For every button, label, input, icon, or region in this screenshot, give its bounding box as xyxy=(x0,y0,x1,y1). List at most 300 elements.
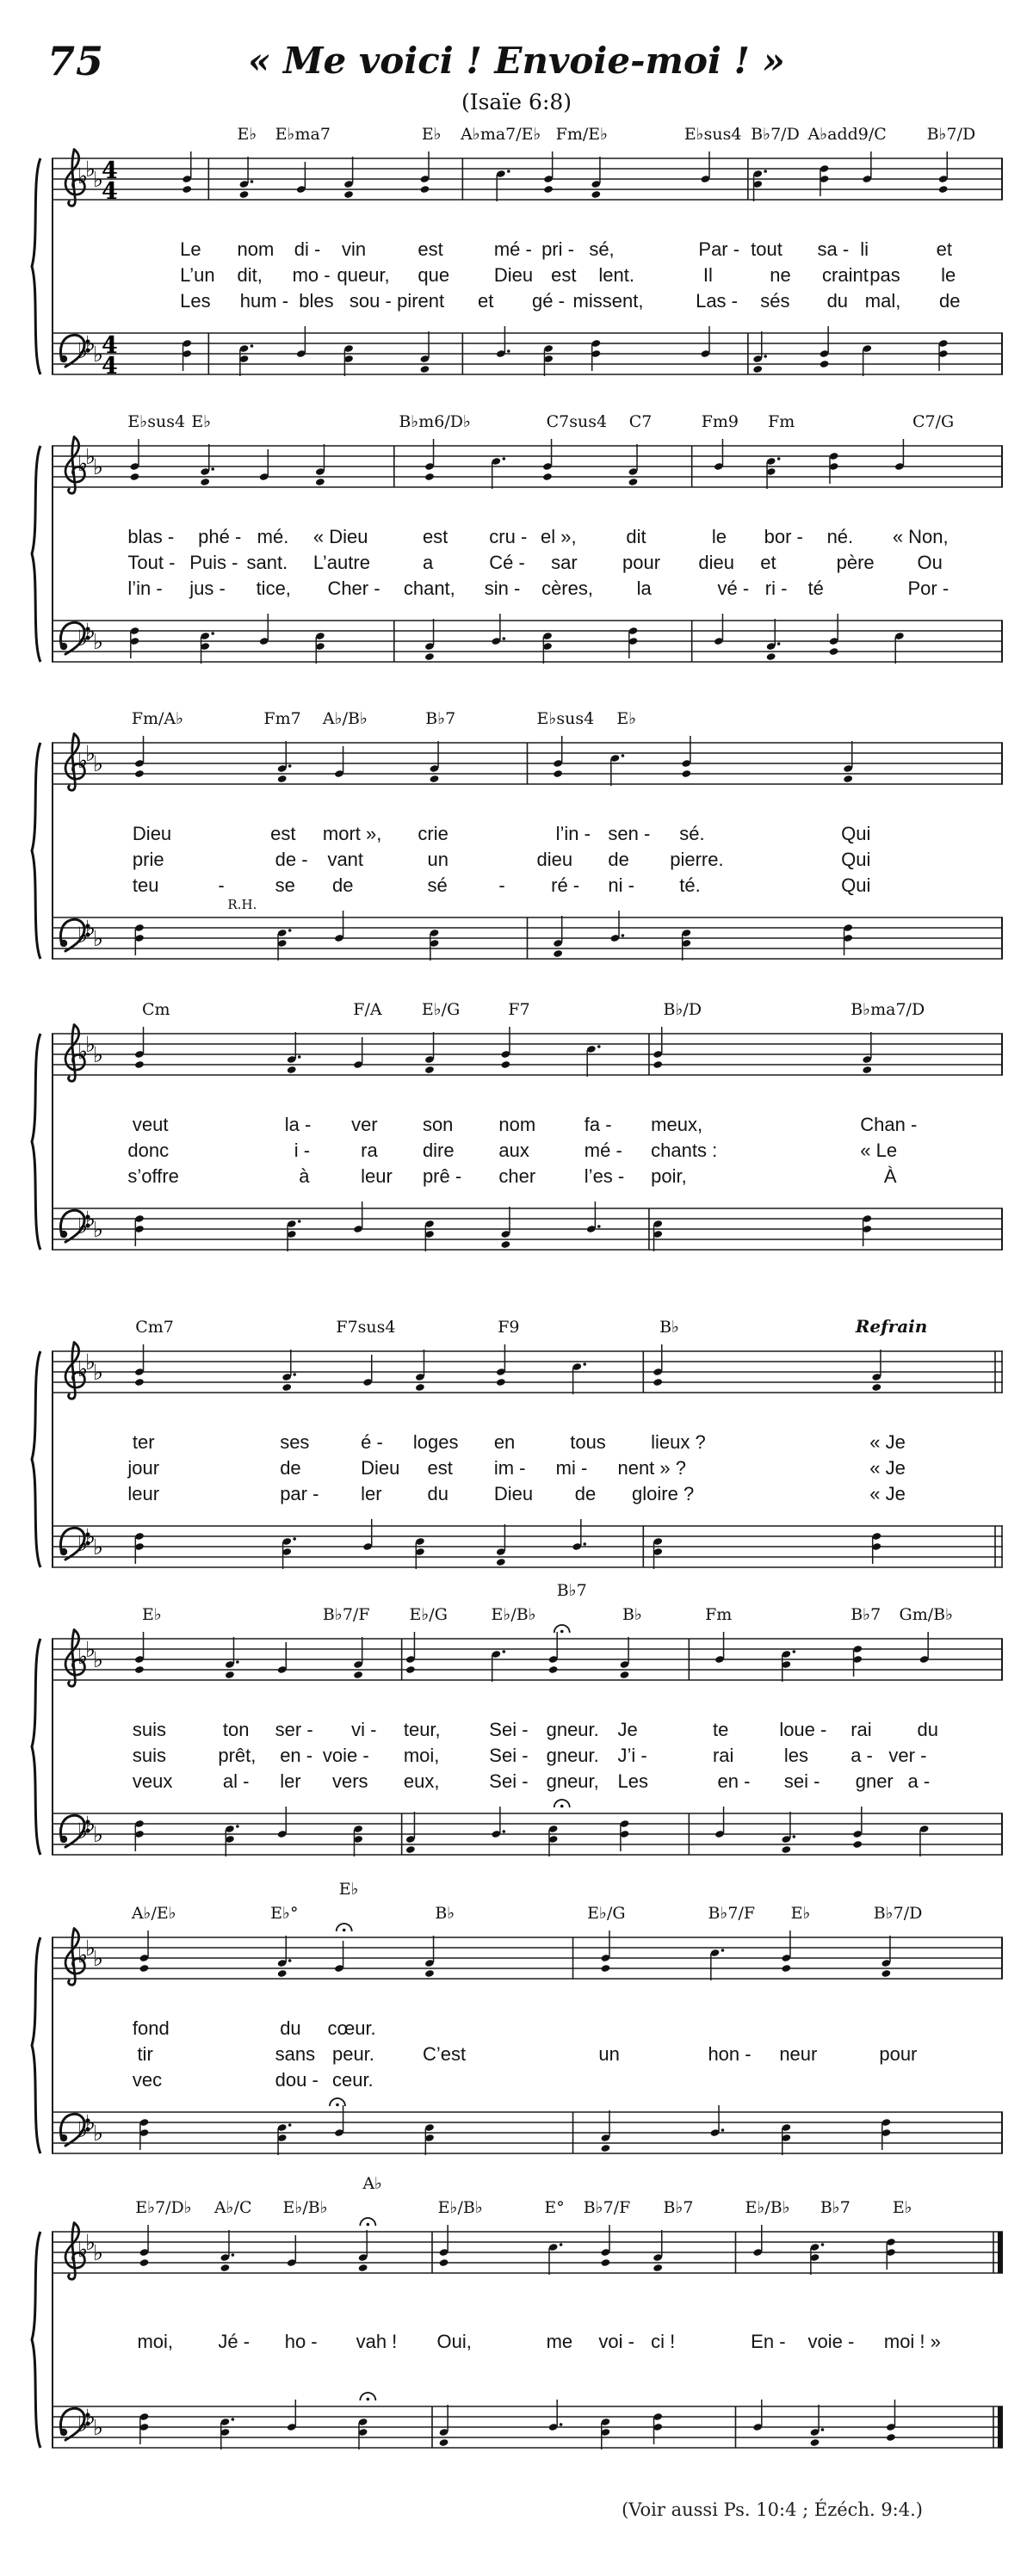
lyric-syllable: fond xyxy=(132,2017,170,2039)
lyric-syllable: sant. xyxy=(246,552,288,573)
lyric-syllable: pour xyxy=(879,2043,918,2065)
flat-sign-icon: ♭ xyxy=(77,748,88,773)
lyric-syllable: dieu xyxy=(698,552,734,573)
flat-sign-icon: ♭ xyxy=(77,1039,88,1064)
lyric-syllable: tir xyxy=(137,2043,153,2065)
lyric-syllable: mé - xyxy=(584,1140,622,1161)
chord-label: C7/G xyxy=(912,412,955,431)
note-head xyxy=(139,1964,150,1973)
note-head xyxy=(424,1969,435,1978)
note-head xyxy=(496,1558,506,1566)
flat-sign-icon: ♭ xyxy=(77,2412,88,2437)
lyric-syllable: di - xyxy=(294,238,321,260)
lyric-syllable: de xyxy=(280,1457,301,1479)
system-6 xyxy=(52,1581,1003,1865)
chord-label: B♭7 xyxy=(820,2198,851,2217)
lyric-syllable: mé - xyxy=(493,238,532,260)
chord-label: B♭7 xyxy=(663,2198,694,2217)
chord-label: E♭/B♭ xyxy=(282,2198,328,2217)
note-head xyxy=(766,652,776,661)
lyric-syllable: sé, xyxy=(589,238,615,260)
time-signature: 4 xyxy=(102,353,118,380)
lyric-syllable: me xyxy=(546,2331,573,2352)
lyric-syllable: père xyxy=(836,552,875,573)
chord-label: B♭/D xyxy=(663,1000,702,1019)
lyric-syllable: ne xyxy=(770,264,791,286)
lyric-syllable: bor - xyxy=(764,526,803,547)
chord-label: B♭7/F xyxy=(583,2198,631,2217)
lyric-syllable: dieu xyxy=(536,849,573,870)
lyric-syllable: ri - xyxy=(764,578,788,599)
chord-label: E♭/G xyxy=(587,1904,626,1923)
lyric-syllable: te xyxy=(712,1719,729,1740)
chord-label: Fm xyxy=(705,1605,733,1624)
chord-label: B♭7 xyxy=(556,1581,587,1600)
lyric-syllable: vin xyxy=(342,238,367,260)
lyric-syllable: crie xyxy=(418,823,448,844)
lyric-syllable: vers xyxy=(331,1770,368,1792)
lyric-syllable: tice, xyxy=(256,578,291,599)
chord-label: Fm7 xyxy=(263,709,301,728)
note-head xyxy=(420,365,430,374)
lyric-syllable: bles xyxy=(299,290,334,312)
note-head xyxy=(405,1845,416,1854)
chord-label: A♭add9/C xyxy=(807,125,887,144)
flat-sign-icon: ♭ xyxy=(77,451,88,476)
lyric-syllable: poir, xyxy=(651,1165,687,1187)
lyric-syllable: ter xyxy=(132,1431,155,1453)
note-head xyxy=(601,2144,611,2153)
lyric-syllable: en - xyxy=(717,1770,751,1792)
flat-sign-icon: ♭ xyxy=(77,1943,88,1968)
lyric-syllable: gneur. xyxy=(546,1719,599,1740)
lyric-syllable: « Je xyxy=(869,1483,906,1504)
flat-sign-icon: ♭ xyxy=(85,2405,96,2430)
chord-label: A♭/B♭ xyxy=(322,709,368,728)
scripture-reference: (Isaïe 6:8) xyxy=(461,90,572,114)
lyric-syllable: ceur. xyxy=(331,2069,374,2091)
note-head xyxy=(829,647,839,656)
flat-sign-icon: ♭ xyxy=(93,1822,103,1847)
chord-label: F7sus4 xyxy=(336,1318,396,1337)
lyric-syllable: Il xyxy=(702,264,713,286)
note-head xyxy=(420,185,430,194)
note-head xyxy=(130,473,140,481)
flat-sign-icon: ♭ xyxy=(93,2415,103,2440)
note-head xyxy=(439,2258,449,2267)
chord-label: E♭7/D♭ xyxy=(135,2198,192,2217)
chord-label: E♭ xyxy=(338,1880,359,1899)
chord-label: F9 xyxy=(498,1318,520,1337)
chord-label: E♭ xyxy=(141,1605,162,1624)
lyric-syllable: Je xyxy=(617,1719,638,1740)
flat-sign-icon: ♭ xyxy=(93,1647,103,1672)
lyric-syllable: - xyxy=(218,874,225,896)
chord-label: E♭/B♭ xyxy=(437,2198,483,2217)
lyric-syllable: du xyxy=(427,1483,448,1504)
lyric-syllable: Las - xyxy=(696,290,738,312)
lyric-syllable: son xyxy=(422,1114,454,1135)
lyric-syllable: Jé - xyxy=(218,2331,251,2352)
system-2 xyxy=(52,414,1003,672)
lyric-syllable: gneur, xyxy=(546,1770,599,1792)
lyric-syllable: le xyxy=(941,264,956,286)
lyric-syllable: té xyxy=(807,578,824,599)
lyric-syllable: du xyxy=(826,290,849,312)
lyric-syllable: de - xyxy=(275,849,308,870)
note-head xyxy=(628,478,639,486)
chord-label: Cm7 xyxy=(135,1318,174,1337)
lyric-syllable: ses xyxy=(280,1431,310,1453)
lyric-syllable: veux xyxy=(132,1770,173,1792)
lyric-syllable: est xyxy=(418,238,443,260)
lyric-syllable: mal, xyxy=(864,290,901,312)
lyric-syllable: est xyxy=(427,1457,453,1479)
lyric-syllable: meux, xyxy=(651,1114,703,1135)
flat-sign-icon: ♭ xyxy=(85,1812,96,1837)
system-4 xyxy=(52,1002,1003,1260)
lyric-syllable: les xyxy=(783,1745,808,1766)
lyric-syllable: en xyxy=(493,1431,516,1453)
flat-sign-icon: ♭ xyxy=(77,626,88,651)
refrain-label: Refrain xyxy=(855,1316,928,1337)
lyric-syllable: Dieu xyxy=(493,264,534,286)
lyric-syllable: neur xyxy=(779,2043,818,2065)
flat-sign-icon: ♭ xyxy=(85,741,96,766)
chord-label: B♭7/F xyxy=(708,1904,756,1923)
chord-label: B♭7 xyxy=(851,1605,881,1624)
lyric-syllable: la xyxy=(636,578,652,599)
note-head xyxy=(781,1845,791,1854)
lyric-syllable: l’in - xyxy=(555,823,591,844)
flat-sign-icon: ♭ xyxy=(85,1637,96,1662)
lyric-syllable: sé. xyxy=(679,823,705,844)
chord-label: E♭/G xyxy=(409,1605,448,1624)
chord-label: Cm xyxy=(141,1000,170,1019)
chord-label: E♭ xyxy=(237,125,257,144)
flat-sign-icon: ♭ xyxy=(93,629,103,654)
lyric-syllable: Par - xyxy=(698,238,740,260)
lyric-syllable: né. xyxy=(826,526,854,547)
chord-label: B♭7/D xyxy=(873,1904,923,1923)
lyric-syllable: a - xyxy=(907,1770,931,1792)
lyric-syllable: ler xyxy=(280,1770,301,1792)
fermata-icon xyxy=(330,2098,345,2106)
flat-sign-icon: ♭ xyxy=(85,1936,96,1961)
note-head xyxy=(134,1378,145,1387)
flat-sign-icon: ♭ xyxy=(93,926,103,951)
flat-sign-icon: ♭ xyxy=(85,157,96,182)
lyric-syllable: « Non, xyxy=(892,526,949,547)
lyric-syllable: En - xyxy=(751,2331,786,2352)
chord-label: B♭7/F xyxy=(322,1605,370,1624)
lyric-syllable: ser - xyxy=(275,1719,313,1740)
lyric-syllable: C’est xyxy=(422,2043,467,2065)
lyric-syllable: voi - xyxy=(598,2331,634,2352)
chord-label: E♭ xyxy=(421,125,442,144)
chord-label: B♭7/D xyxy=(751,125,800,144)
note-head xyxy=(843,775,853,783)
lyric-syllable: li xyxy=(860,238,869,260)
note-head xyxy=(439,2438,449,2447)
lyric-syllable: voie - xyxy=(807,2331,855,2352)
lyric-syllable: Cé - xyxy=(489,552,525,573)
lyric-syllable: L’autre xyxy=(312,552,370,573)
flat-sign-icon: ♭ xyxy=(93,1535,103,1560)
lyric-syllable: teu xyxy=(132,874,159,896)
chord-label: A♭/E♭ xyxy=(131,1904,176,1923)
flat-sign-icon: ♭ xyxy=(77,1356,88,1381)
flat-sign-icon: ♭ xyxy=(85,1524,96,1549)
lyric-syllable: queur, xyxy=(337,264,390,286)
lyric-syllable: et xyxy=(478,290,494,312)
time-signature: 4 xyxy=(102,332,118,359)
note-head xyxy=(424,473,435,481)
flat-sign-icon: ♭ xyxy=(77,2237,88,2262)
lyric-syllable: pour xyxy=(622,552,661,573)
lyric-syllable: un xyxy=(427,849,448,870)
lyric-syllable: se xyxy=(275,874,295,896)
lyric-syllable: gé - xyxy=(532,290,565,312)
lyric-syllable: sans xyxy=(275,2043,316,2065)
lyric-syllable: vé - xyxy=(717,578,750,599)
fermata-icon xyxy=(554,1800,570,1807)
lyric-syllable: l’in - xyxy=(127,578,163,599)
lyric-syllable: sou - xyxy=(349,290,392,312)
staff-notation xyxy=(52,1319,1003,1578)
chord-label: E♭ xyxy=(892,2198,912,2217)
system-brace xyxy=(32,1937,40,2153)
lyric-syllable: L’un xyxy=(180,264,215,286)
system-3 xyxy=(52,711,1003,969)
lyric-syllable: Tout - xyxy=(127,552,176,573)
chord-label: E♭ma7 xyxy=(275,125,331,144)
lyric-syllable: dire xyxy=(422,1140,455,1161)
lyric-syllable: i - xyxy=(294,1140,311,1161)
lyric-syllable: lent. xyxy=(598,264,634,286)
note-head xyxy=(287,1066,297,1074)
lyric-syllable: pirent xyxy=(397,290,445,312)
lyric-syllable: nom xyxy=(237,238,275,260)
note-head xyxy=(653,1060,663,1069)
note-head xyxy=(500,1060,510,1069)
lyric-syllable: Chan - xyxy=(860,1114,918,1135)
note-head xyxy=(424,652,435,661)
note-head xyxy=(405,1665,416,1674)
lyric-syllable: un xyxy=(598,2043,620,2065)
lyric-syllable: J’i - xyxy=(617,1745,647,1766)
lyric-syllable: loue - xyxy=(779,1719,827,1740)
note-head xyxy=(653,1378,663,1387)
lyric-syllable: en - xyxy=(280,1745,313,1766)
chord-label: Gm/B♭ xyxy=(899,1605,954,1624)
lyric-syllable: sar xyxy=(551,552,578,573)
lyric-syllable: de xyxy=(608,849,629,870)
chord-label: C7sus4 xyxy=(546,412,608,431)
flat-sign-icon: ♭ xyxy=(85,444,96,469)
lyric-syllable: dou - xyxy=(275,2069,319,2091)
staff-notation xyxy=(52,1906,1003,2164)
lyric-syllable: a - xyxy=(851,1745,873,1766)
note-head xyxy=(601,1964,611,1973)
lyric-syllable: dit, xyxy=(237,264,263,286)
lyric-syllable: nent » ? xyxy=(617,1457,686,1479)
lyric-syllable: le xyxy=(711,526,727,547)
lyric-syllable: de xyxy=(331,874,354,896)
lyric-syllable: ré - xyxy=(551,874,580,896)
lyric-syllable: Por - xyxy=(907,578,949,599)
note-head xyxy=(277,775,288,783)
chord-label: E♭/G xyxy=(421,1000,461,1019)
lyric-syllable: Qui xyxy=(841,874,871,896)
lyric-syllable: prie xyxy=(132,849,164,870)
lyric-syllable: phé - xyxy=(198,526,242,547)
chord-label: A♭ xyxy=(362,2174,383,2193)
hymn-title: « Me voici ! Envoie-moi ! » xyxy=(248,40,785,82)
chord-label: E♭/B♭ xyxy=(491,1605,536,1624)
lyric-syllable: moi, xyxy=(403,1745,440,1766)
flat-sign-icon: ♭ xyxy=(85,331,96,356)
lyric-syllable: voie - xyxy=(322,1745,369,1766)
chord-label: Fm9 xyxy=(701,412,739,431)
lyric-syllable: chant, xyxy=(403,578,455,599)
lyric-syllable: est xyxy=(551,264,577,286)
flat-sign-icon: ♭ xyxy=(93,2121,103,2146)
lyric-syllable: « Je xyxy=(869,1457,906,1479)
lyric-syllable: fa - xyxy=(584,1114,612,1135)
flat-sign-icon: ♭ xyxy=(93,1042,103,1067)
system-8 xyxy=(52,2174,1003,2458)
lyric-syllable: cœur. xyxy=(327,2017,376,2039)
note-head xyxy=(886,2433,896,2442)
lyric-syllable: moi ! » xyxy=(883,2331,941,2352)
staff-notation xyxy=(52,414,1003,672)
lyric-syllable: sés xyxy=(760,290,790,312)
lyric-syllable: tous xyxy=(570,1431,606,1453)
flat-sign-icon: ♭ xyxy=(93,454,103,479)
note-head xyxy=(225,1671,235,1679)
lyric-syllable: est xyxy=(422,526,448,547)
flat-sign-icon: ♭ xyxy=(77,338,88,363)
note-head xyxy=(553,949,563,958)
chord-label: E♭/B♭ xyxy=(745,2198,790,2217)
lyric-syllable: sen - xyxy=(608,823,651,844)
chord-label: E♭sus4 xyxy=(536,709,595,728)
note-head xyxy=(653,2264,663,2272)
fermata-icon xyxy=(554,1625,570,1633)
lyric-syllable: eux, xyxy=(403,1770,440,1792)
lyric-syllable: pri - xyxy=(541,238,574,260)
flat-sign-icon: ♭ xyxy=(77,1214,88,1239)
lyric-syllable: vec xyxy=(132,2069,163,2091)
fermata-icon xyxy=(360,2218,375,2226)
lyric-syllable: vi - xyxy=(351,1719,377,1740)
lyric-syllable: gneur. xyxy=(546,1745,599,1766)
lyric-syllable: hum - xyxy=(239,290,289,312)
note-head xyxy=(820,360,830,368)
flat-sign-icon: ♭ xyxy=(93,751,103,776)
hymn-number: 75 xyxy=(47,38,105,84)
system-brace xyxy=(32,1639,40,1855)
note-head xyxy=(424,1066,435,1074)
note-head xyxy=(681,769,691,778)
flat-sign-icon: ♭ xyxy=(93,342,103,367)
lyric-syllable: ci ! xyxy=(651,2331,676,2352)
lyric-syllable: Qui xyxy=(841,823,871,844)
lyric-syllable: donc xyxy=(127,1140,170,1161)
note-head xyxy=(543,185,554,194)
lyric-syllable: mi - xyxy=(555,1457,588,1479)
chord-label: E♭° xyxy=(270,1904,299,1923)
lyric-syllable: Sei - xyxy=(489,1719,529,1740)
lyric-syllable: ler xyxy=(361,1483,382,1504)
system-brace xyxy=(32,158,40,374)
chord-label: B♭m6/D♭ xyxy=(399,412,471,431)
lyric-syllable: vant xyxy=(327,849,364,870)
lyric-syllable: vah ! xyxy=(356,2331,398,2352)
lyric-syllable: sa - xyxy=(817,238,850,260)
lyric-syllable: ton xyxy=(222,1719,250,1740)
lyric-syllable: « Le xyxy=(860,1140,898,1161)
lyric-syllable: nom xyxy=(498,1114,536,1135)
chord-label: C7 xyxy=(628,412,653,431)
system-7 xyxy=(52,1880,1003,2164)
lyric-syllable: Les xyxy=(617,1770,648,1792)
lyric-syllable: ni - xyxy=(608,874,634,896)
lyric-syllable: blas - xyxy=(127,526,175,547)
lyric-syllable: rai xyxy=(851,1719,872,1740)
lyric-syllable: par - xyxy=(280,1483,319,1504)
note-head xyxy=(862,1066,872,1074)
system-5 xyxy=(52,1316,1003,1578)
lyric-syllable: gloire ? xyxy=(632,1483,695,1504)
lyric-syllable: Cher - xyxy=(327,578,380,599)
lyric-syllable: et xyxy=(936,238,952,260)
lyric-syllable: « Je xyxy=(869,1431,906,1453)
note-head xyxy=(542,473,553,481)
lyric-syllable: suis xyxy=(132,1719,167,1740)
note-head xyxy=(852,1840,863,1849)
lyric-syllable: ver - xyxy=(888,1745,927,1766)
time-signature: 4 xyxy=(102,158,118,184)
note-head xyxy=(315,478,325,486)
lyric-syllable: Dieu xyxy=(493,1483,534,1504)
lyric-syllable: ho - xyxy=(284,2331,318,2352)
lyric-syllable: hon - xyxy=(708,2043,752,2065)
lyric-syllable: dit xyxy=(626,526,646,547)
chord-label: F/A xyxy=(353,1000,382,1019)
lyric-syllable: moi, xyxy=(137,2331,173,2352)
lyric-syllable: leur xyxy=(127,1483,160,1504)
lyric-syllable: el », xyxy=(540,526,577,547)
note-head xyxy=(200,478,210,486)
lyric-syllable: à xyxy=(299,1165,310,1187)
lyric-syllable: Qui xyxy=(841,849,871,870)
system-brace xyxy=(32,743,40,959)
flat-sign-icon: ♭ xyxy=(93,1360,103,1385)
system-brace xyxy=(32,446,40,662)
lyric-syllable: Oui, xyxy=(436,2331,472,2352)
lyric-syllable: sin - xyxy=(484,578,521,599)
lyric-syllable: a xyxy=(422,552,434,573)
note-head xyxy=(343,190,354,199)
lyric-syllable: du xyxy=(917,1719,939,1740)
lyric-syllable: ra xyxy=(361,1140,378,1161)
lyric-syllable: s’offre xyxy=(127,1165,179,1187)
flat-sign-icon: ♭ xyxy=(85,916,96,941)
time-signature: 4 xyxy=(102,178,118,205)
lyric-syllable: aux xyxy=(498,1140,529,1161)
